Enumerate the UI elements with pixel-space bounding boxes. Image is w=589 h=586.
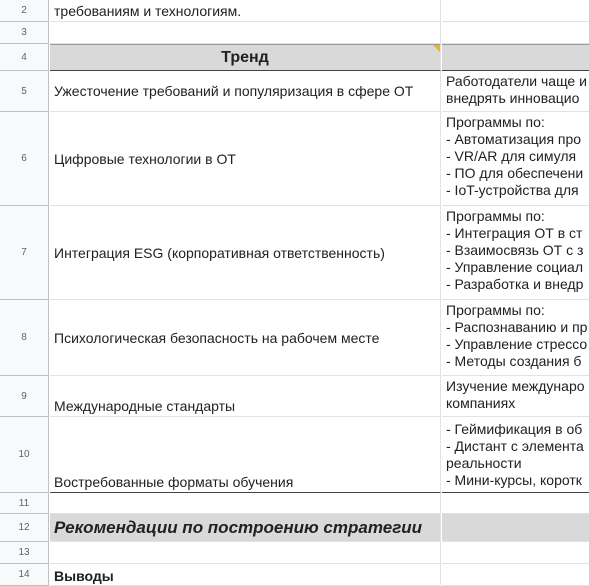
cell-a6[interactable] <box>50 112 441 206</box>
cell-line: реальности <box>446 455 522 471</box>
cell-a3[interactable] <box>50 22 441 44</box>
cell-line: - Разработка и внедр <box>446 276 584 292</box>
row-header[interactable]: 11 <box>0 493 49 514</box>
cell-a12-section-title[interactable] <box>50 514 441 542</box>
row-4 <box>0 44 589 71</box>
cell-text: Ужесточение требований и популяризация в сфере ОТ <box>54 83 414 99</box>
cell-line: Изучение междунаро <box>446 378 585 394</box>
cell-text: Международные стандарты <box>54 398 236 414</box>
cell-line: - Интеграция ОТ в ст <box>446 225 583 241</box>
row-header[interactable]: 7 <box>0 206 49 300</box>
cell-line: - Управление стрессо <box>446 336 588 352</box>
cell-a4-trend-header[interactable] <box>50 44 441 71</box>
cell-line: - Автоматизация про <box>446 131 582 147</box>
row-6 <box>0 112 589 206</box>
row-14 <box>0 564 589 586</box>
cell-text: Психологическая безопасность на рабочем месте <box>54 329 380 346</box>
cell-line: - Распознаванию и пр <box>446 319 588 335</box>
cell-line: Программы по: <box>446 114 545 130</box>
cell-a13[interactable] <box>50 542 441 564</box>
cell-b13[interactable] <box>442 542 589 564</box>
row-8 <box>0 300 589 376</box>
cell-line: внедрять инновацио <box>446 90 580 106</box>
row-header[interactable]: 8 <box>0 300 49 376</box>
cell-b4[interactable] <box>442 44 589 71</box>
section-title: Рекомендации по построению стратегии <box>54 517 423 537</box>
cell-b8[interactable] <box>442 300 589 376</box>
cell-text: Интеграция ESG (корпоративная ответственность) <box>54 244 385 261</box>
row-header[interactable]: 10 <box>0 417 49 493</box>
cell-line: - IoT-устройства для <box>446 182 579 198</box>
cell-line: - Дистант с элемента <box>446 438 584 454</box>
comment-indicator-icon[interactable] <box>433 45 440 52</box>
cell-b5[interactable] <box>442 71 589 112</box>
row-5 <box>0 71 589 112</box>
row-header[interactable]: 9 <box>0 376 49 417</box>
cell-line: Программы по: <box>446 302 545 318</box>
cell-text: Востребованные форматы обучения <box>54 474 294 490</box>
cell-b12[interactable] <box>442 514 589 542</box>
cell-a11[interactable] <box>50 493 441 514</box>
cell-line: - Управление социал <box>446 259 584 275</box>
cell-line: Программы по: <box>446 208 545 224</box>
cell-b10[interactable] <box>442 417 589 493</box>
row-10 <box>0 417 589 493</box>
cell-text: Цифровые технологии в ОТ <box>54 150 236 167</box>
cell-b9[interactable] <box>442 376 589 417</box>
cell-b3[interactable] <box>442 22 589 44</box>
cell-b6[interactable] <box>442 112 589 206</box>
cell-line: - Взаимосвязь ОТ с з <box>446 242 584 258</box>
row-header[interactable]: 2 <box>0 0 49 22</box>
row-header[interactable]: 12 <box>0 514 49 542</box>
cell-text: Выводы <box>54 568 114 584</box>
row-2 <box>0 0 589 22</box>
cell-b2[interactable] <box>442 0 589 22</box>
cell-line: - Методы создания б <box>446 353 582 369</box>
cell-a8[interactable] <box>50 300 441 376</box>
row-header[interactable]: 6 <box>0 112 49 206</box>
cell-text: требованиям и технологиям. <box>54 3 242 19</box>
row-11 <box>0 493 589 514</box>
cell-line: - Геймификация в об <box>446 421 583 437</box>
row-3 <box>0 22 589 44</box>
row-12 <box>0 514 589 542</box>
cell-a9[interactable] <box>50 376 441 417</box>
row-9 <box>0 376 589 417</box>
row-header[interactable]: 13 <box>0 542 49 564</box>
row-7 <box>0 206 589 300</box>
cell-b11[interactable] <box>442 493 589 514</box>
row-header[interactable]: 4 <box>0 44 49 71</box>
cell-line: - ПО для обеспечени <box>446 165 584 181</box>
row-header[interactable]: 14 <box>0 564 49 586</box>
header-text: Тренд <box>221 48 269 66</box>
cell-b14[interactable] <box>442 564 589 586</box>
cell-line: компаниях <box>446 395 516 411</box>
cell-a10[interactable] <box>50 417 441 493</box>
cell-a5[interactable] <box>50 71 441 112</box>
cell-a2[interactable] <box>50 0 441 22</box>
cell-a7[interactable] <box>50 206 441 300</box>
row-13 <box>0 542 589 564</box>
row-header[interactable]: 5 <box>0 71 49 112</box>
cell-b7[interactable] <box>442 206 589 300</box>
cell-line: - VR/AR для симуля <box>446 148 577 164</box>
cell-a14[interactable] <box>50 564 441 586</box>
row-header[interactable]: 3 <box>0 22 49 44</box>
cell-line: Работодатели чаще и <box>446 73 587 89</box>
cell-line: - Мини-курсы, коротк <box>446 472 582 488</box>
